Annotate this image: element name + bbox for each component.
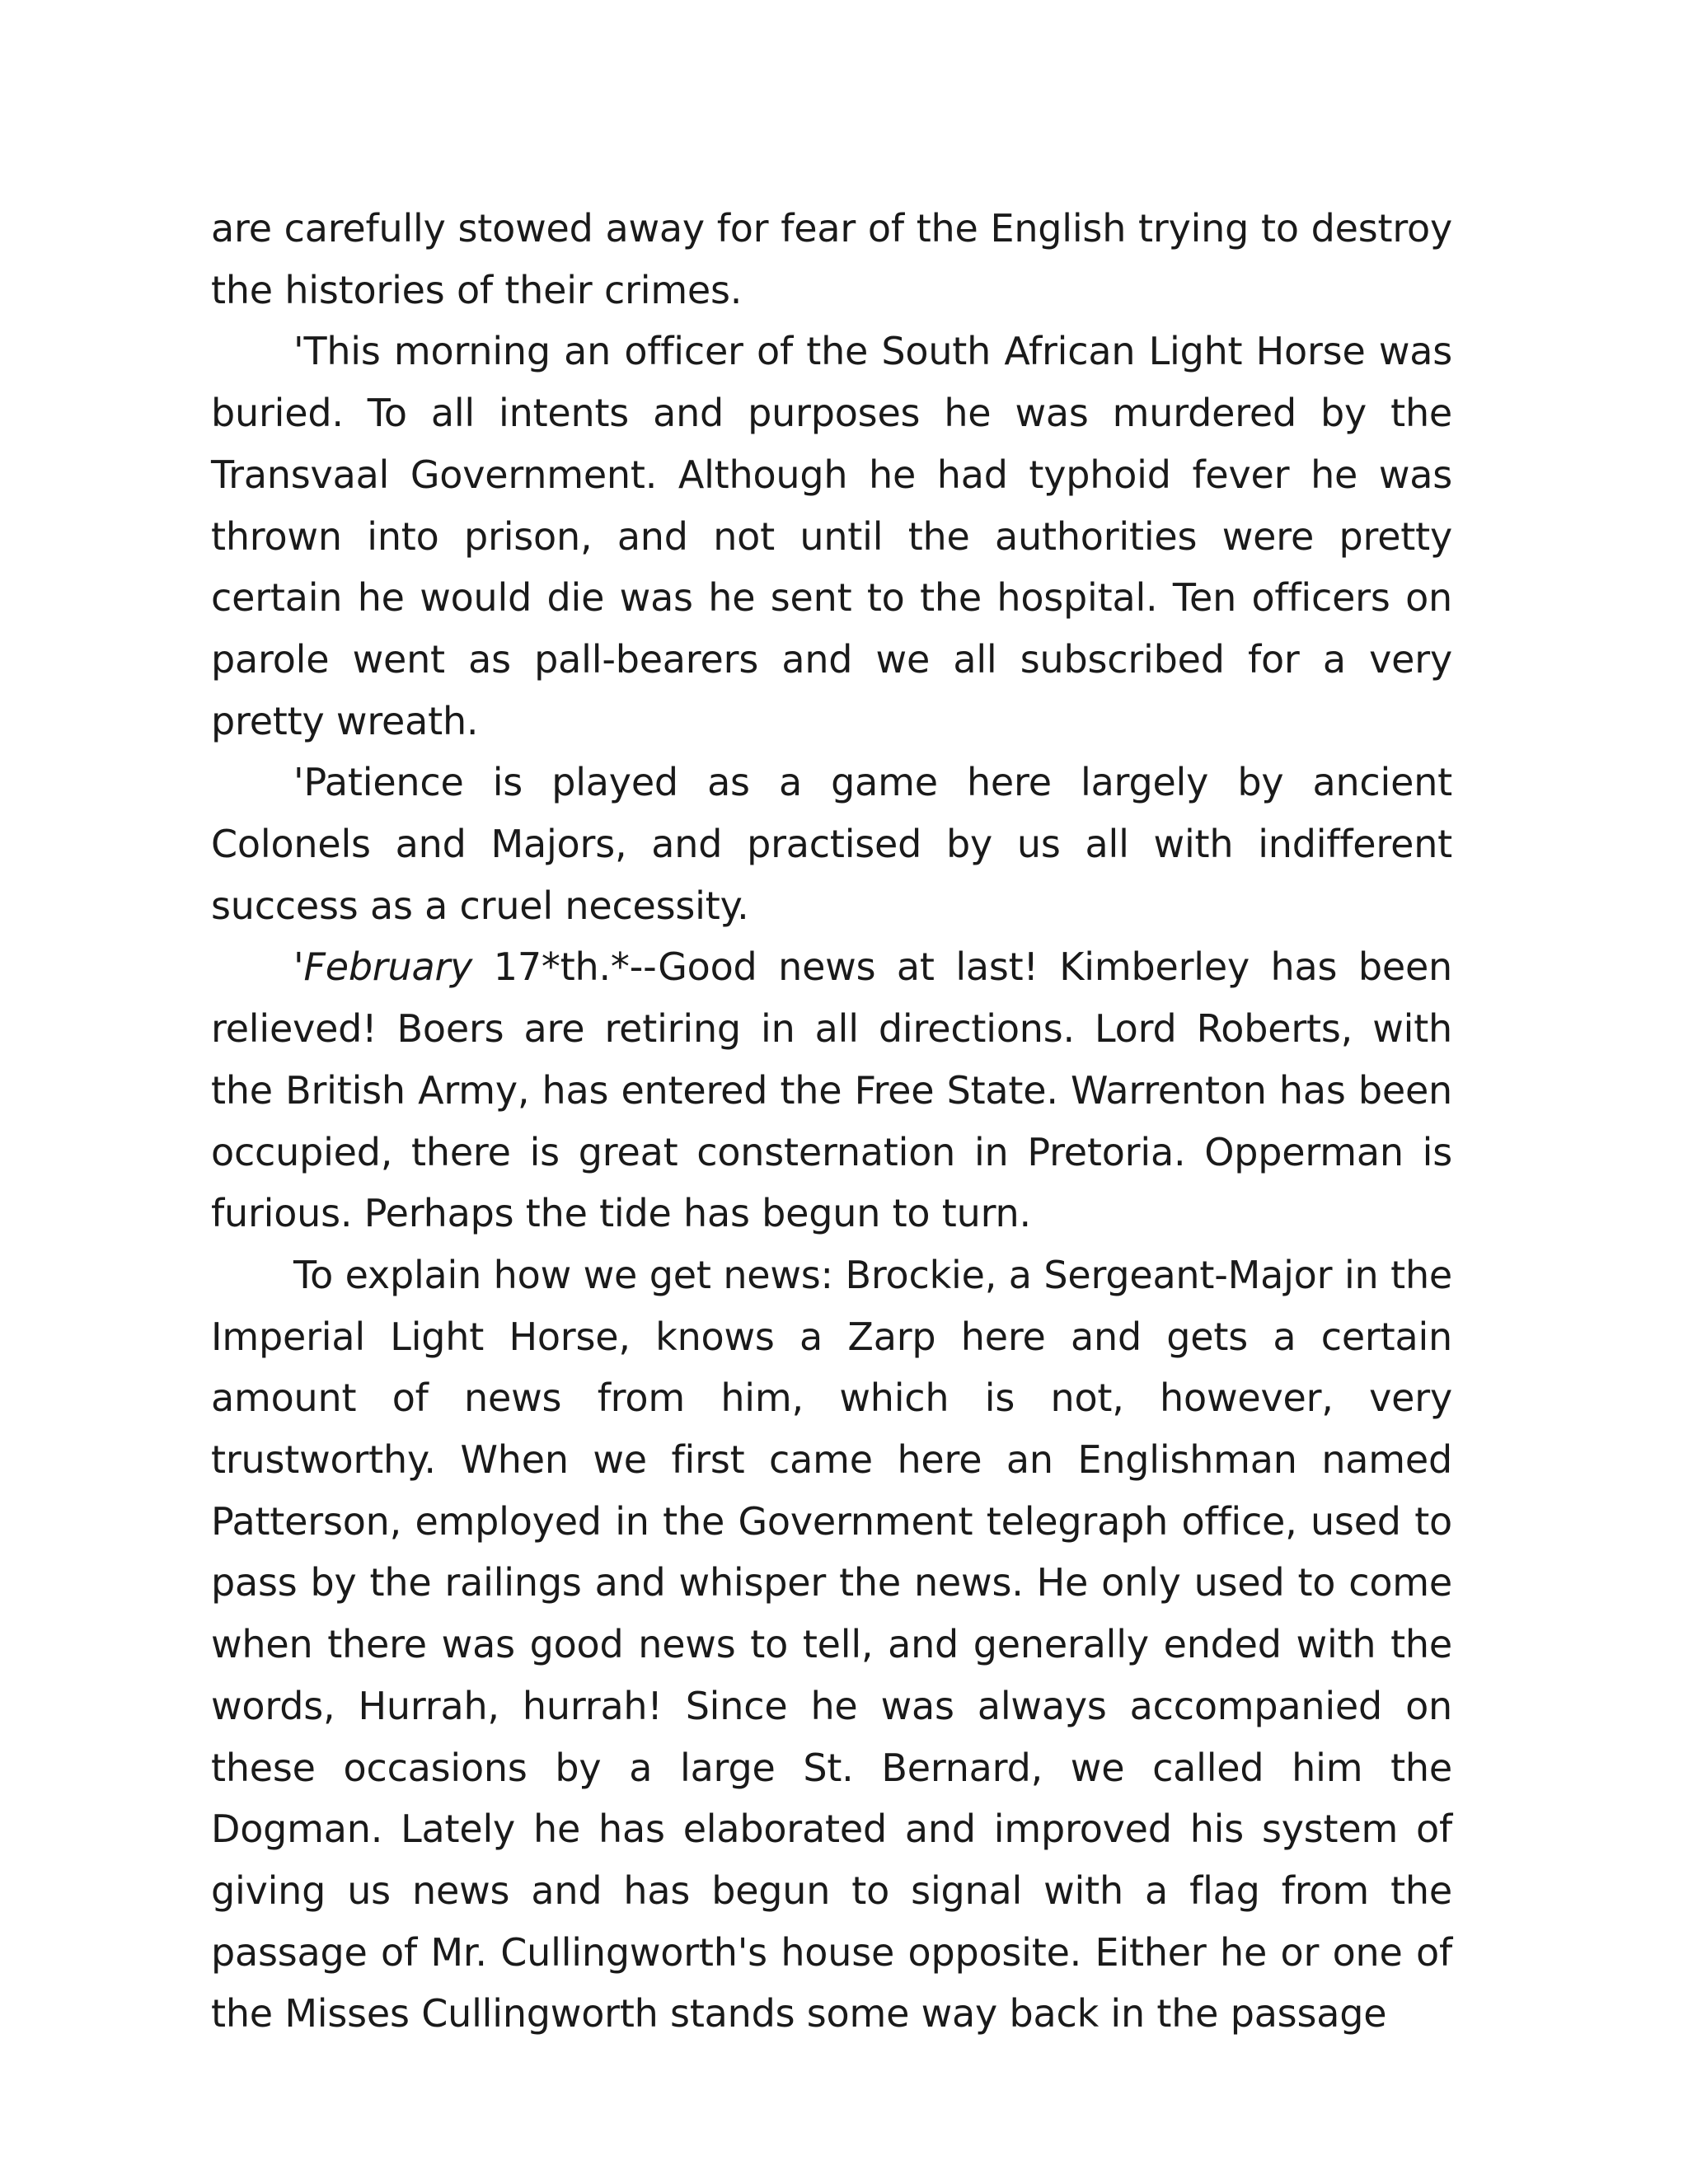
paragraph-4-prefix: ' [293, 944, 304, 990]
paragraph-2: 'This morning an officer of the South African Light Horse was buried. To all intents and purposes he was murdered by the Transvaal Government. Although he had typhoid fever he was thrown into prison, and not until the authorities were pretty certain he would die was he sent to the hospital. Ten officers on parole went as pall-bearers and we all subscribed for a very pretty wreath. [211, 329, 1452, 743]
paragraph-4-italic-date: February [303, 944, 473, 990]
paragraph-1: are carefully stowed away for fear of the English trying to destroy the histories of their crimes. [211, 206, 1452, 312]
paragraph-3: 'Patience is played as a game here largely by ancient Colonels and Majors, and practised by us all with indifferent success as a cruel necessity. [211, 760, 1452, 928]
paragraph-4 [211, 936, 1452, 1244]
body-text [211, 198, 1452, 2045]
paragraph-4-text: 17*th.*--Good news at last! Kimberley has been relieved! Boers are retiring in all directions. Lord Roberts, with the British Army, has entered the Free State. Warrenton has been occupied, there is great consternation in Pretoria. Opperman is furious. Perhaps the tide has begun to turn. [211, 944, 1452, 1236]
paragraph-5: To explain how we get news: Brockie, a Sergeant-Major in the Imperial Light Horse, knows a Zarp here and gets a certain amount of news from him, which is not, however, very trustworthy. When we first came here an Englishman named Patterson, employed in the Government telegraph office, used to pass by the railings and whisper the news. He only used to come when there was good news to tell, and generally ended with the words, Hurrah, hurrah! Since he was always accompanied on these occasions by a large St. Bernard, we called him the Dogman. Lately he has elaborated and improved his system of giving us news and has begun to signal with a flag from the passage of Mr. Cullingworth's house opposite. Either he or one of the Misses Cullingworth stands some way back in the passage [211, 1252, 1452, 2036]
